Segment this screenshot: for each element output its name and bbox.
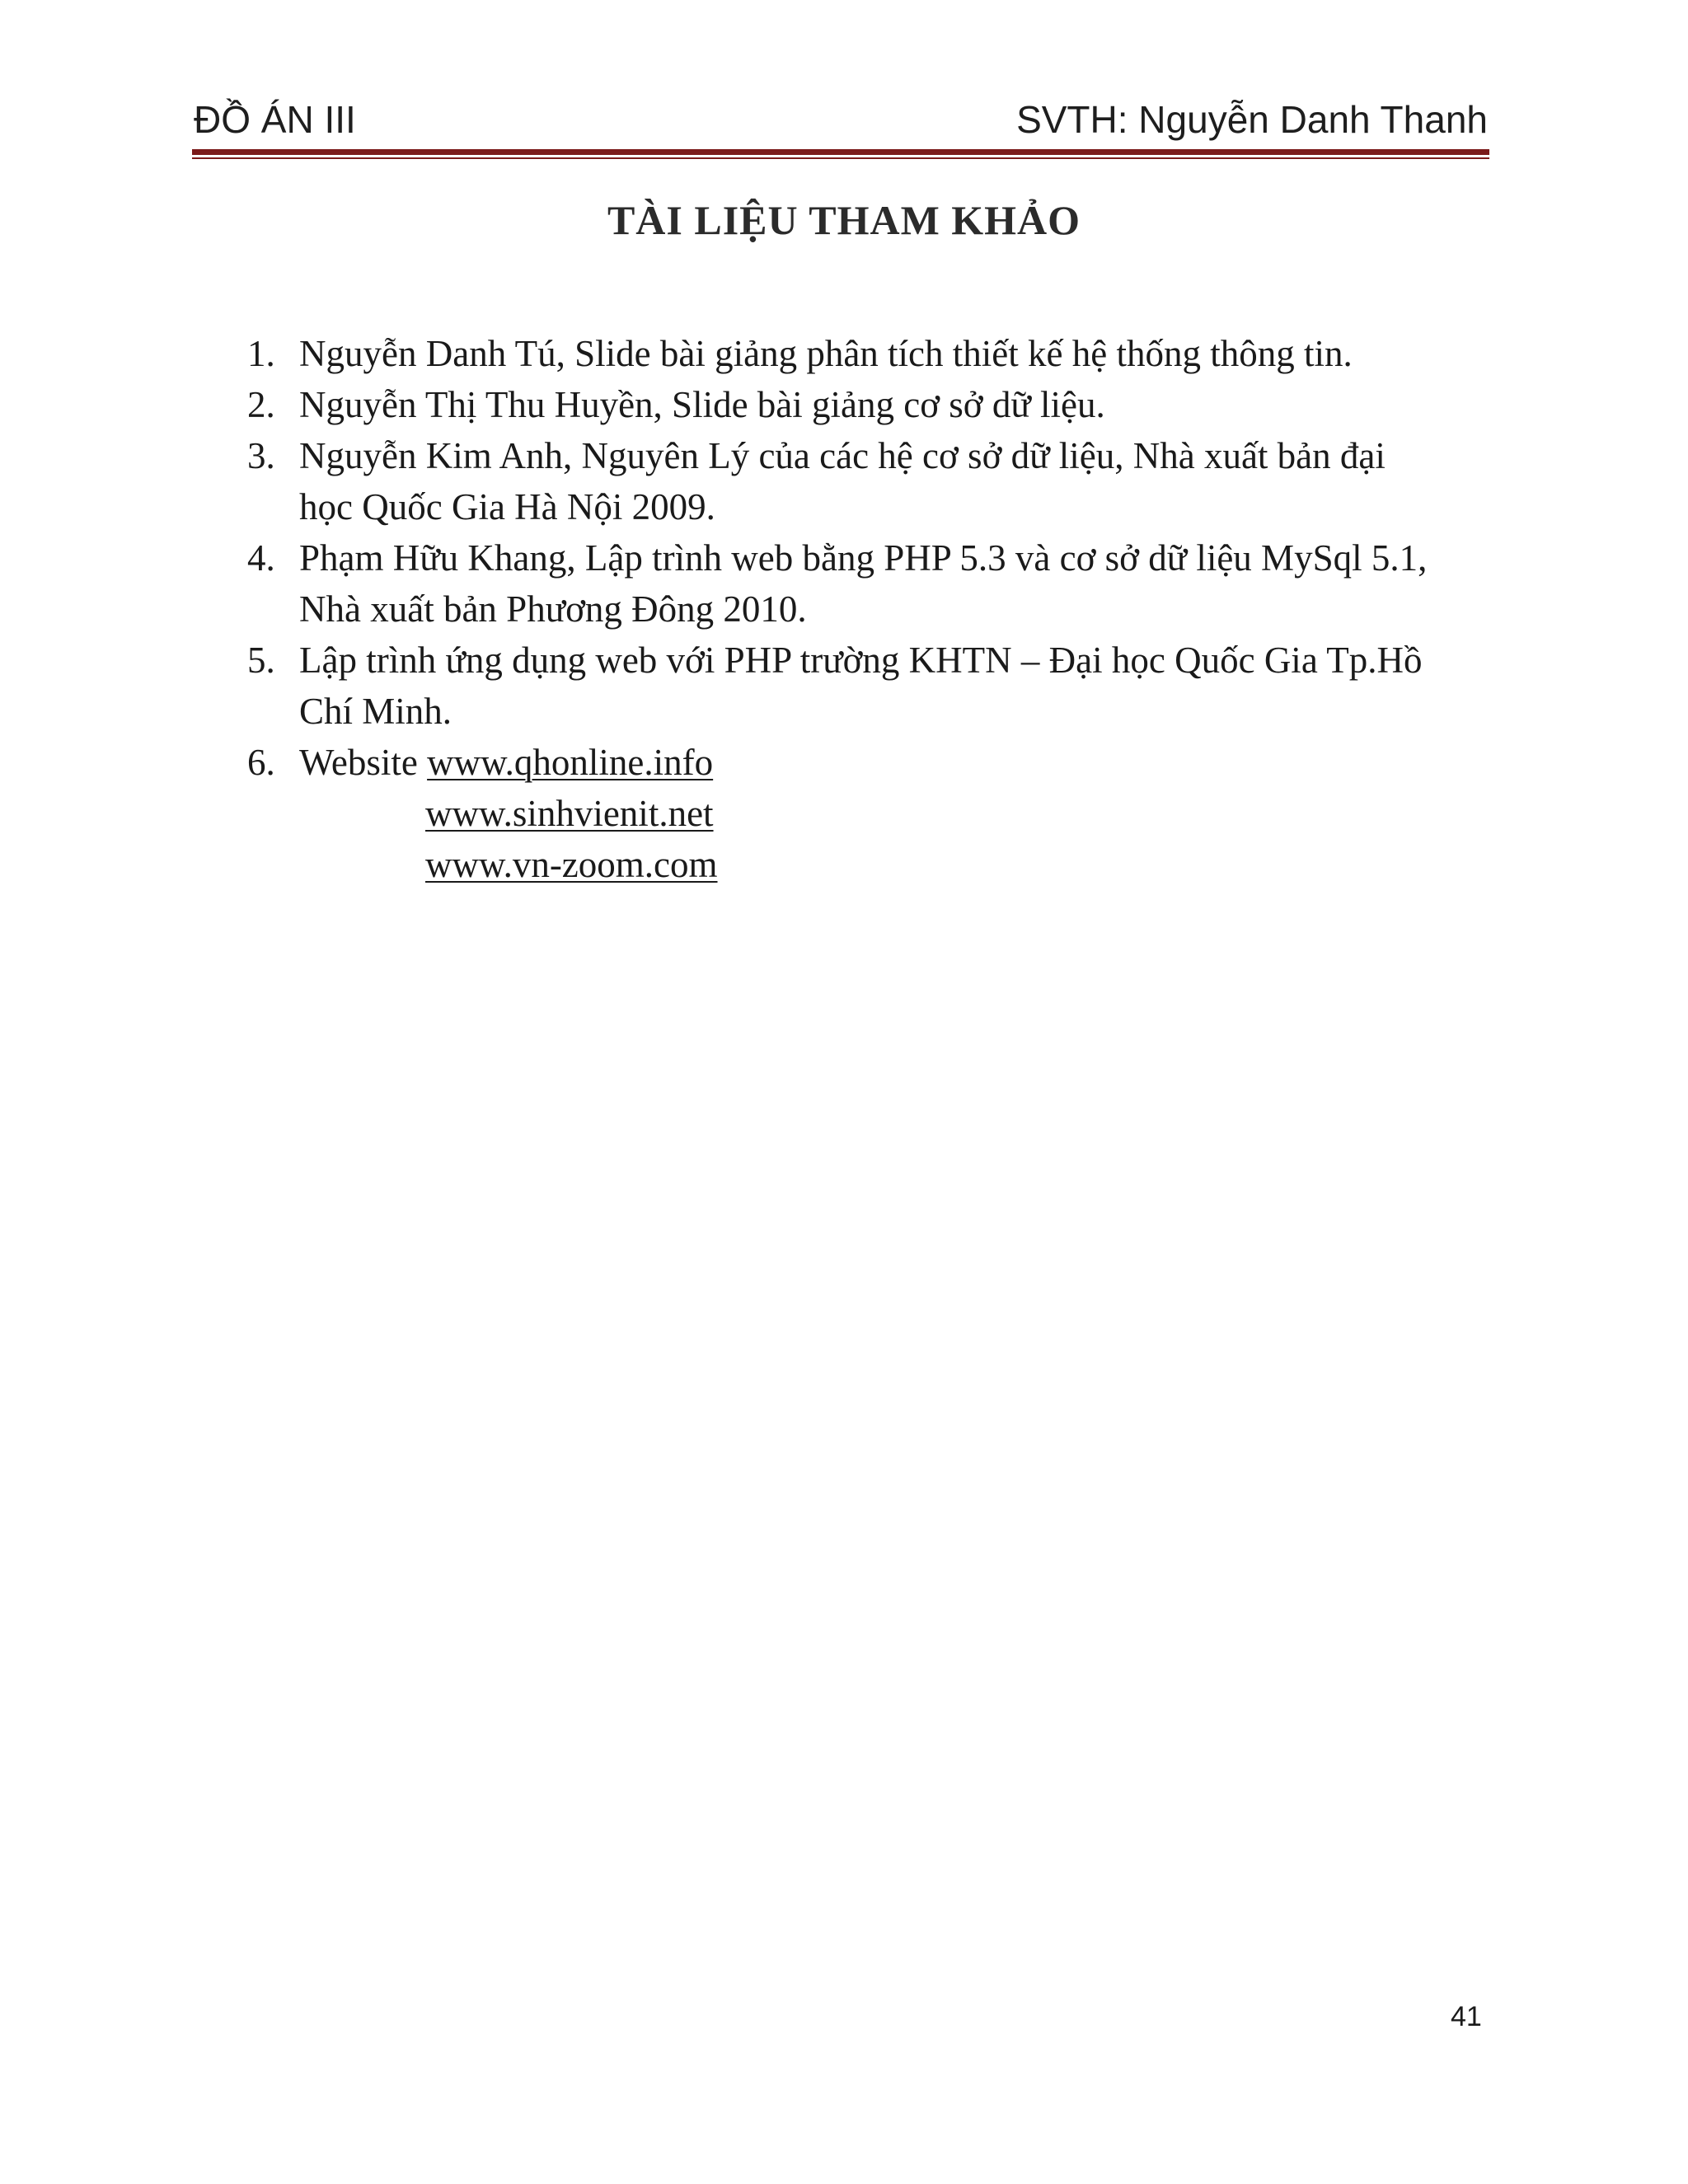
reference-number: 3. <box>247 435 275 476</box>
page-number: 41 <box>1451 2001 1482 2032</box>
reference-number: 4. <box>247 537 275 579</box>
reference-item <box>247 379 1500 430</box>
reference-item <box>247 328 1500 379</box>
website-link-sinhvienit[interactable]: www.sinhvienit.net <box>425 793 714 834</box>
header-rule-thick <box>192 149 1489 155</box>
header-rule-thin <box>192 157 1489 159</box>
website-label: Website <box>299 742 418 783</box>
reference-line: Lập trình ứng dụng web với PHP trường KHTN – Đại học Quốc Gia Tp.Hồ <box>299 640 1423 681</box>
reference-number: 1. <box>247 333 275 374</box>
reference-item-websites <box>247 737 1500 890</box>
reference-number: 6. <box>247 742 275 783</box>
reference-number: 5. <box>247 640 275 681</box>
reference-item <box>247 430 1500 532</box>
website-link-qhonline[interactable]: www.qhonline.info <box>427 742 714 783</box>
reference-line: Chí Minh. <box>299 691 452 732</box>
reference-item <box>247 532 1500 635</box>
header-student-name: SVTH: Nguyễn Danh Thanh <box>1016 98 1488 141</box>
page-header <box>194 97 1488 147</box>
reference-number: 2. <box>247 384 275 425</box>
reference-line: Nguyễn Thị Thu Huyền, Slide bài giảng cơ sở dữ liệu. <box>299 384 1105 425</box>
reference-line: Nhà xuất bản Phương Đông 2010. <box>299 588 807 630</box>
website-link-vn-zoom[interactable]: www.vn-zoom.com <box>425 844 718 885</box>
reference-item <box>247 635 1500 737</box>
reference-line: học Quốc Gia Hà Nội 2009. <box>299 486 715 527</box>
reference-list <box>247 328 1500 890</box>
reference-line: Nguyễn Danh Tú, Slide bài giảng phân tích thiết kế hệ thống thông tin. <box>299 333 1353 374</box>
reference-line: Nguyễn Kim Anh, Nguyên Lý của các hệ cơ sở dữ liệu, Nhà xuất bản đại <box>299 435 1386 476</box>
header-project-title: ĐỒ ÁN III <box>194 98 356 141</box>
page-title: TÀI LIỆU THAM KHẢO <box>607 197 1081 243</box>
reference-line: Phạm Hữu Khang, Lập trình web bằng PHP 5.3 và cơ sở dữ liệu MySql 5.1, <box>299 537 1428 579</box>
